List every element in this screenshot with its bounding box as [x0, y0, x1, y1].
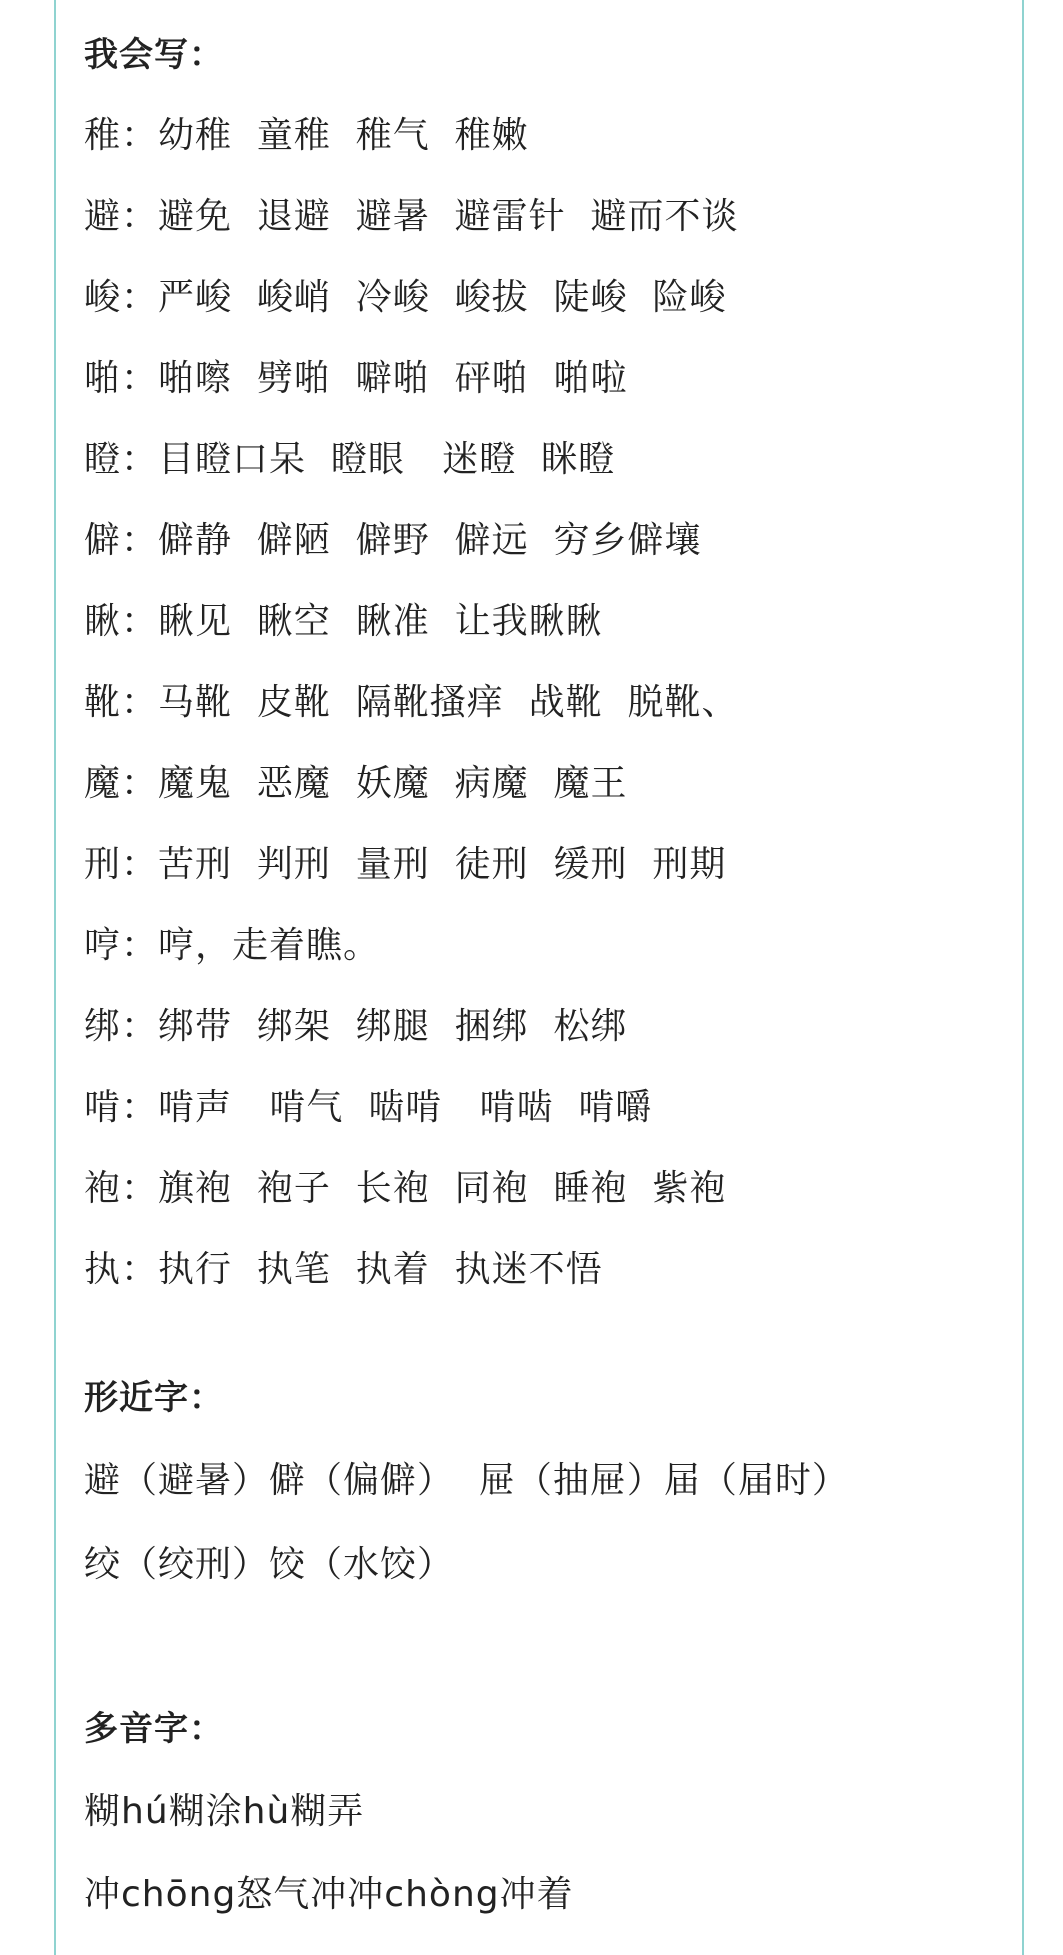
write-line: 啃：啃声 啃气 啮啃 啃啮 啃嚼 [84, 1087, 653, 1128]
write-line: 执：执行 执笔 执着 执迷不悟 [84, 1249, 603, 1290]
section-heading-similar: 形近字： [84, 1378, 224, 1418]
write-line: 绑：绑带 绑架 绑腿 捆绑 松绑 [84, 1006, 628, 1047]
similar-line: 避（避暑）僻（偏僻） 屉（抽屉）届（届时） [84, 1460, 849, 1501]
write-line: 啪：啪嚓 劈啪 噼啪 砰啪 啪啦 [84, 358, 628, 399]
polyphone-line: 糊hú糊涂hù糊弄 [84, 1791, 365, 1832]
write-line: 稚：幼稚 童稚 稚气 稚嫩 [84, 115, 529, 156]
polyphone-line: 冲chōng怒气冲冲chòng冲着 [84, 1874, 574, 1915]
write-line: 袍：旗袍 袍子 长袍 同袍 睡袍 紫袍 [84, 1168, 727, 1209]
write-line: 魔：魔鬼 恶魔 妖魔 病魔 魔王 [84, 763, 628, 804]
write-line: 哼：哼，走着瞧。 [84, 925, 381, 966]
write-line: 瞪：目瞪口呆 瞪眼 迷瞪 眯瞪 [84, 439, 616, 480]
write-line: 避：避免 退避 避暑 避雷针 避而不谈 [84, 196, 739, 237]
write-line: 瞅：瞅见 瞅空 瞅准 让我瞅瞅 [84, 601, 603, 642]
similar-line: 绞（绞刑）饺（水饺） [84, 1544, 455, 1585]
write-line: 峻：严峻 峻峭 冷峻 峻拔 陡峻 险峻 [84, 277, 727, 318]
write-line: 刑：苦刑 判刑 量刑 徒刑 缓刑 刑期 [84, 844, 727, 885]
write-line: 靴：马靴 皮靴 隔靴搔痒 战靴 脱靴、 [84, 682, 739, 723]
section-heading-polyphone: 多音字： [84, 1709, 224, 1749]
write-line: 僻：僻静 僻陋 僻野 僻远 穷乡僻壤 [84, 520, 702, 561]
section-heading-write: 我会写： [84, 35, 224, 75]
